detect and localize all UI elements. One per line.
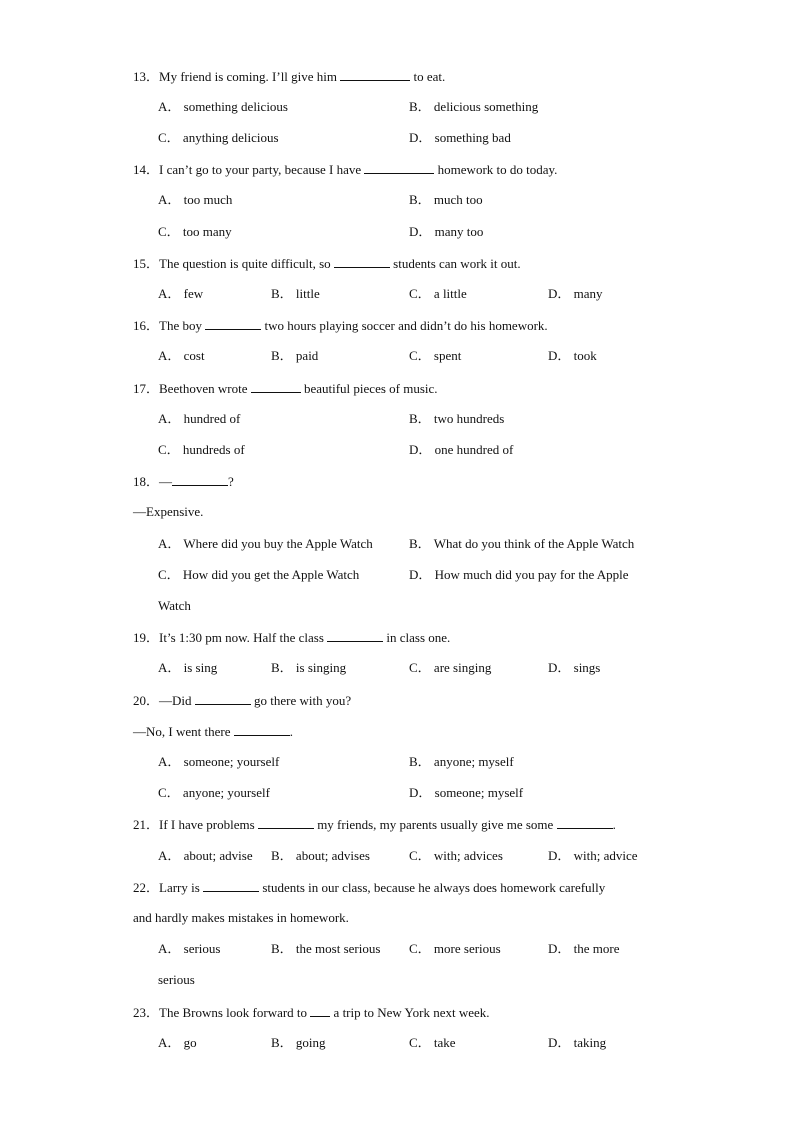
question-22-stem	[133, 879, 605, 896]
option-b[interactable]: B． delicious something	[409, 99, 539, 114]
stem-text: a trip to New York next week.	[330, 1005, 490, 1020]
stem-text: If I have problems	[159, 817, 258, 832]
option-a[interactable]: A． go	[158, 1035, 197, 1050]
question-15-stem	[133, 255, 521, 272]
option-d[interactable]: D． something bad	[409, 130, 511, 145]
question-number: 17．	[133, 381, 160, 396]
question-20-stem	[133, 692, 351, 709]
answer-blank[interactable]	[251, 380, 301, 393]
question-14-stem	[133, 161, 557, 178]
question-23-stem	[133, 1004, 490, 1021]
question-18-stem	[133, 473, 234, 490]
option-b[interactable]: B． anyone; myself	[409, 754, 514, 769]
stem-text: go there with you?	[250, 693, 352, 708]
option-d[interactable]: D． taking	[548, 1035, 607, 1050]
stem-text: beautiful pieces of music.	[300, 381, 438, 396]
stem-text: The question is quite difficult, so	[159, 256, 334, 271]
answer-blank[interactable]	[310, 1004, 330, 1017]
stem-text: —	[159, 474, 173, 489]
stem-text: students in our class, because he always does homework carefully	[259, 880, 606, 895]
stem-text: It’s 1:30 pm now. Half the class	[159, 630, 328, 645]
option-b[interactable]: B． paid	[271, 348, 319, 363]
option-b[interactable]: B． much too	[409, 192, 483, 207]
option-b[interactable]: B． is singing	[271, 660, 347, 675]
option-c[interactable]: C． with; advices	[409, 848, 503, 863]
option-b[interactable]: B． about; advises	[271, 848, 370, 863]
option-c[interactable]: C． a little	[409, 286, 467, 301]
stem-text: to eat.	[410, 69, 446, 84]
answer-blank[interactable]	[172, 473, 228, 486]
option-d[interactable]: D． someone; myself	[409, 785, 524, 800]
answer-blank[interactable]	[334, 255, 390, 268]
option-a[interactable]: A． is sing	[158, 660, 218, 675]
question-21-stem	[133, 816, 616, 833]
question-number: 22．	[133, 880, 160, 895]
answer-blank[interactable]	[327, 629, 383, 642]
option-c[interactable]: C． more serious	[409, 941, 501, 956]
option-d[interactable]: D． one hundred of	[409, 442, 514, 457]
option-a[interactable]: A． Where did you buy the Apple Watch	[158, 536, 373, 551]
option-d[interactable]: D． took	[548, 348, 597, 363]
question-number: 20．	[133, 693, 160, 708]
option-b[interactable]: B． What do you think of the Apple Watch	[409, 536, 635, 551]
question-16-stem	[133, 317, 548, 334]
stem-text: homework to do today.	[434, 162, 558, 177]
option-c[interactable]: C． How did you get the Apple Watch	[158, 567, 360, 582]
stem-text: The Browns look forward to	[159, 1005, 311, 1020]
option-a[interactable]: A． serious	[158, 941, 221, 956]
answer-blank[interactable]	[195, 692, 251, 705]
option-d[interactable]: D． many	[548, 286, 603, 301]
answer-blank[interactable]	[340, 68, 410, 81]
dialogue-reply: —Expensive.	[133, 504, 204, 519]
option-d[interactable]: D． the more	[548, 941, 620, 956]
option-a[interactable]: A． about; advise	[158, 848, 253, 863]
option-d-continued[interactable]: serious	[158, 972, 195, 987]
question-19-stem	[133, 629, 450, 646]
stem-text: Beethoven wrote	[159, 381, 251, 396]
option-c[interactable]: C． anything delicious	[158, 130, 279, 145]
stem-text: —Did	[159, 693, 195, 708]
option-a[interactable]: A． something delicious	[158, 99, 288, 114]
stem-text: Larry is	[159, 880, 204, 895]
option-c[interactable]: C． take	[409, 1035, 456, 1050]
question-number: 21．	[133, 817, 160, 832]
question-17-stem	[133, 380, 438, 397]
option-d[interactable]: D． many too	[409, 224, 484, 239]
question-number: 18．	[133, 474, 160, 489]
answer-blank[interactable]	[364, 161, 434, 174]
option-d-continued[interactable]: Watch	[158, 598, 191, 613]
option-b[interactable]: B． the most serious	[271, 941, 381, 956]
option-b[interactable]: B． little	[271, 286, 320, 301]
answer-blank[interactable]	[234, 723, 290, 736]
question-number: 15．	[133, 256, 160, 271]
question-number: 16．	[133, 318, 160, 333]
answer-blank[interactable]	[557, 816, 613, 829]
option-d[interactable]: D． with; advice	[548, 848, 638, 863]
stem-text: .	[612, 817, 616, 832]
option-c[interactable]: C． hundreds of	[158, 442, 245, 457]
dialogue-reply: —No, I went there .	[133, 724, 293, 739]
option-a[interactable]: A． too much	[158, 192, 233, 207]
answer-blank[interactable]	[258, 816, 314, 829]
answer-blank[interactable]	[205, 317, 261, 330]
option-a[interactable]: A． hundred of	[158, 411, 241, 426]
option-a[interactable]: A． few	[158, 286, 204, 301]
question-22-stem-continued: and hardly makes mistakes in homework.	[133, 910, 349, 925]
stem-text: students can work it out.	[389, 256, 521, 271]
option-c[interactable]: C． spent	[409, 348, 462, 363]
question-number: 23．	[133, 1005, 160, 1020]
stem-text: two hours playing soccer and didn’t do his homework.	[261, 318, 548, 333]
option-d[interactable]: D． How much did you pay for the Apple	[409, 567, 629, 582]
question-13-stem	[133, 68, 445, 85]
question-number: 13．	[133, 69, 160, 84]
option-a[interactable]: A． cost	[158, 348, 205, 363]
stem-text: My friend is coming. I’ll give him	[159, 69, 341, 84]
question-number: 14．	[133, 162, 160, 177]
option-c[interactable]: C． anyone; yourself	[158, 785, 270, 800]
option-b[interactable]: B． two hundreds	[409, 411, 505, 426]
question-number: 19．	[133, 630, 160, 645]
option-c[interactable]: C． too many	[158, 224, 232, 239]
stem-text: in class one.	[383, 630, 451, 645]
answer-blank[interactable]	[203, 879, 259, 892]
option-a[interactable]: A． someone; yourself	[158, 754, 280, 769]
stem-text: The boy	[159, 318, 206, 333]
option-b[interactable]: B． going	[271, 1035, 326, 1050]
stem-text: my friends, my parents usually give me some	[313, 817, 557, 832]
option-c[interactable]: C． are singing	[409, 660, 492, 675]
stem-text: ?	[228, 474, 234, 489]
stem-text: I can’t go to your party, because I have	[159, 162, 365, 177]
option-d[interactable]: D． sings	[548, 660, 601, 675]
